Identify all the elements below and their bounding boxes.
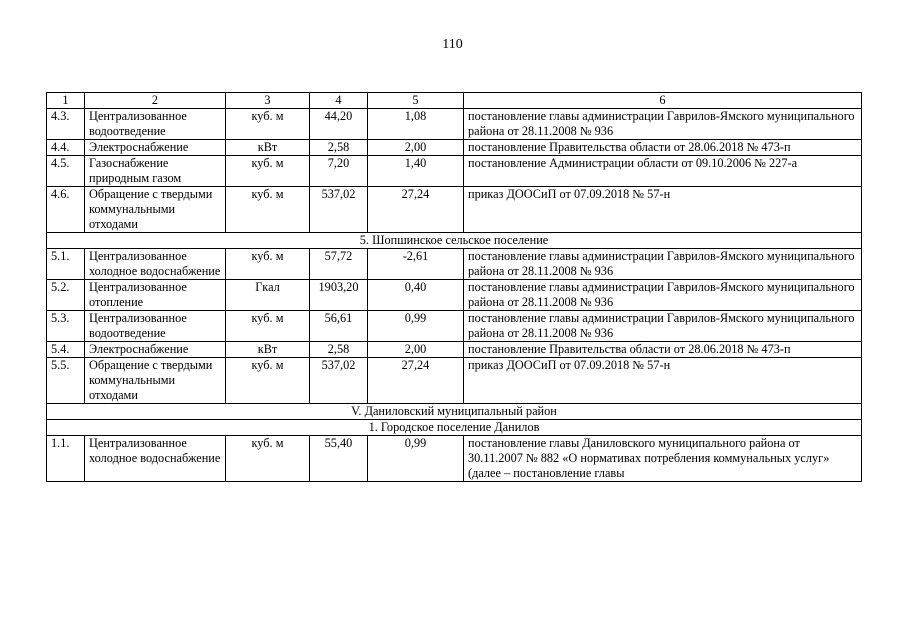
section-header-row: [47, 404, 862, 420]
change-value: 0,99: [368, 311, 464, 342]
legal-basis: постановление главы администрации Гаврилов-Ямского муниципального района от 28.11.2008 № 936: [464, 109, 862, 140]
service-name: Электроснабжение: [85, 342, 226, 358]
row-number: 4.5.: [47, 156, 85, 187]
service-name: Газоснабжение природным газом: [85, 156, 226, 187]
unit-of-measure: куб. м: [226, 436, 310, 482]
change-value: -2,61: [368, 249, 464, 280]
unit-of-measure: кВт: [226, 342, 310, 358]
change-value: 27,24: [368, 358, 464, 404]
service-name: Обращение с твердыми коммунальными отходами: [85, 187, 226, 233]
service-name: Обращение с твердыми коммунальными отходами: [85, 358, 226, 404]
legal-basis: приказ ДООСиП от 07.09.2018 № 57-н: [464, 187, 862, 233]
service-name: Электроснабжение: [85, 140, 226, 156]
unit-of-measure: куб. м: [226, 156, 310, 187]
norm-value: 57,72: [310, 249, 368, 280]
header-col-4: 4: [310, 93, 368, 109]
header-col-5: 5: [368, 93, 464, 109]
table-row: [47, 436, 862, 482]
unit-of-measure: куб. м: [226, 249, 310, 280]
change-value: 0,99: [368, 436, 464, 482]
norm-value: 2,58: [310, 342, 368, 358]
change-value: 0,40: [368, 280, 464, 311]
header-col-2: 2: [85, 93, 226, 109]
legal-basis: постановление главы администрации Гаврилов-Ямского муниципального района от 28.11.2008 № 936: [464, 280, 862, 311]
table-row: [47, 280, 862, 311]
table-row: [47, 249, 862, 280]
norms-table: [46, 92, 862, 482]
change-value: 27,24: [368, 187, 464, 233]
row-number: 4.6.: [47, 187, 85, 233]
unit-of-measure: куб. м: [226, 109, 310, 140]
table-row: [47, 187, 862, 233]
legal-basis: приказ ДООСиП от 07.09.2018 № 57-н: [464, 358, 862, 404]
change-value: 1,08: [368, 109, 464, 140]
norm-value: 1903,20: [310, 280, 368, 311]
table-row: [47, 311, 862, 342]
row-number: 5.1.: [47, 249, 85, 280]
table-row: [47, 140, 862, 156]
section-title: 5. Шопшинское сельское поселение: [47, 233, 862, 249]
unit-of-measure: куб. м: [226, 311, 310, 342]
row-number: 5.5.: [47, 358, 85, 404]
legal-basis: постановление Правительства области от 28.06.2018 № 473-п: [464, 140, 862, 156]
legal-basis: постановление главы администрации Гаврилов-Ямского муниципального района от 28.11.2008 № 936: [464, 311, 862, 342]
table-row: [47, 342, 862, 358]
header-col-3: 3: [226, 93, 310, 109]
row-number: 5.2.: [47, 280, 85, 311]
legal-basis: постановление Администрации области от 09.10.2006 № 227-а: [464, 156, 862, 187]
change-value: 1,40: [368, 156, 464, 187]
norm-value: 2,58: [310, 140, 368, 156]
row-number: 5.3.: [47, 311, 85, 342]
service-name: Централизованное холодное водоснабжение: [85, 436, 226, 482]
norm-value: 537,02: [310, 358, 368, 404]
service-name: Централизованное холодное водоснабжение: [85, 249, 226, 280]
change-value: 2,00: [368, 140, 464, 156]
legal-basis: постановление главы Даниловского муниципального района от 30.11.2007 № 882 «О нормативах потребления коммунальных услуг» (далее – постановление главы: [464, 436, 862, 482]
row-number: 4.3.: [47, 109, 85, 140]
section-header-row: [47, 233, 862, 249]
section-header-row: [47, 420, 862, 436]
norm-value: 7,20: [310, 156, 368, 187]
section-title: V. Даниловский муниципальный район: [47, 404, 862, 420]
page-number: 110: [442, 37, 463, 52]
section-title: 1. Городское поселение Данилов: [47, 420, 862, 436]
table-header-row: [47, 93, 862, 109]
service-name: Централизованное водоотведение: [85, 109, 226, 140]
header-col-1: 1: [47, 93, 85, 109]
norm-value: 56,61: [310, 311, 368, 342]
unit-of-measure: куб. м: [226, 358, 310, 404]
legal-basis: постановление Правительства области от 28.06.2018 № 473-п: [464, 342, 862, 358]
norm-value: 537,02: [310, 187, 368, 233]
row-number: 4.4.: [47, 140, 85, 156]
norm-value: 44,20: [310, 109, 368, 140]
header-col-6: 6: [464, 93, 862, 109]
table-row: [47, 156, 862, 187]
norm-value: 55,40: [310, 436, 368, 482]
table-row: [47, 109, 862, 140]
unit-of-measure: куб. м: [226, 187, 310, 233]
unit-of-measure: Гкал: [226, 280, 310, 311]
service-name: Централизованное водоотведение: [85, 311, 226, 342]
change-value: 2,00: [368, 342, 464, 358]
unit-of-measure: кВт: [226, 140, 310, 156]
row-number: 5.4.: [47, 342, 85, 358]
norms-table-body: [47, 93, 862, 482]
table-row: [47, 358, 862, 404]
service-name: Централизованное отопление: [85, 280, 226, 311]
row-number: 1.1.: [47, 436, 85, 482]
legal-basis: постановление главы администрации Гаврилов-Ямского муниципального района от 28.11.2008 № 936: [464, 249, 862, 280]
